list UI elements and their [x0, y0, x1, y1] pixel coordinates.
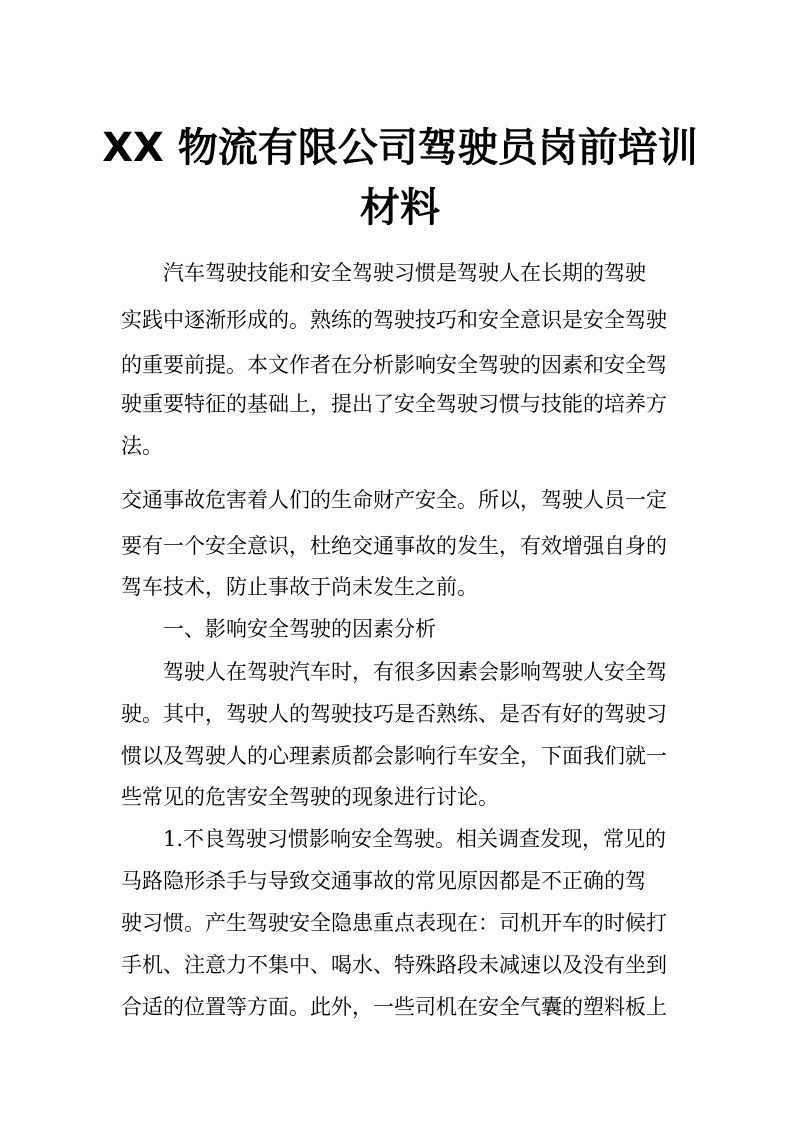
paragraph-line: 要有一个安全意识，杜绝交通事故的发生，有效增强自身的 [121, 534, 667, 558]
paragraph-line: 驾车技术，防止事故于尚未发生之前。 [121, 575, 478, 599]
section-heading: 一、影响安全驾驶的因素分析 [163, 617, 436, 641]
paragraph-line: 法。 [121, 434, 163, 458]
paragraph-line: 1.不良驾驶习惯影响安全驾驶。相关调查发现，常见的 [163, 827, 667, 851]
paragraph-line: 实践中逐渐形成的。熟练的驾驶技巧和安全意识是安全驾驶 [121, 308, 667, 332]
paragraph-line: 驾驶人在驾驶汽车时，有很多因素会影响驾驶人安全驾 [163, 660, 667, 684]
paragraph-line: 的重要前提。本文作者在分析影响安全驾驶的因素和安全驾 [121, 353, 667, 377]
document-title-line-1: XX 物流有限公司驾驶员岗前培训 [102, 125, 698, 171]
paragraph-line: 驶习惯。产生驾驶安全隐患重点表现在：司机开车的时候打 [121, 911, 667, 935]
paragraph-line: 驶重要特征的基础上，提出了安全驾驶习惯与技能的培养方 [121, 392, 667, 416]
paragraph-line: 手机、注意力不集中、喝水、特殊路段未减速以及没有坐到 [121, 953, 667, 977]
paragraph-line: 交通事故危害着人们的生命财产安全。所以，驾驶人员一定 [121, 488, 667, 512]
paragraph-line: 驶。其中，驾驶人的驾驶技巧是否熟练、是否有好的驾驶习 [121, 702, 667, 726]
paragraph-line: 合适的位置等方面。此外，一些司机在安全气囊的塑料板上 [121, 995, 667, 1019]
document-title-line-2: 材料 [360, 185, 440, 231]
paragraph-line: 马路隐形杀手与导致交通事故的常见原因都是不正确的驾 [121, 869, 646, 893]
paragraph-line: 汽车驾驶技能和安全驾驶习惯是驾驶人在长期的驾驶 [163, 261, 646, 285]
paragraph-line: 些常见的危害安全驾驶的现象进行讨论。 [121, 785, 499, 809]
paragraph-line: 惯以及驾驶人的心理素质都会影响行车安全，下面我们就一 [121, 744, 667, 768]
